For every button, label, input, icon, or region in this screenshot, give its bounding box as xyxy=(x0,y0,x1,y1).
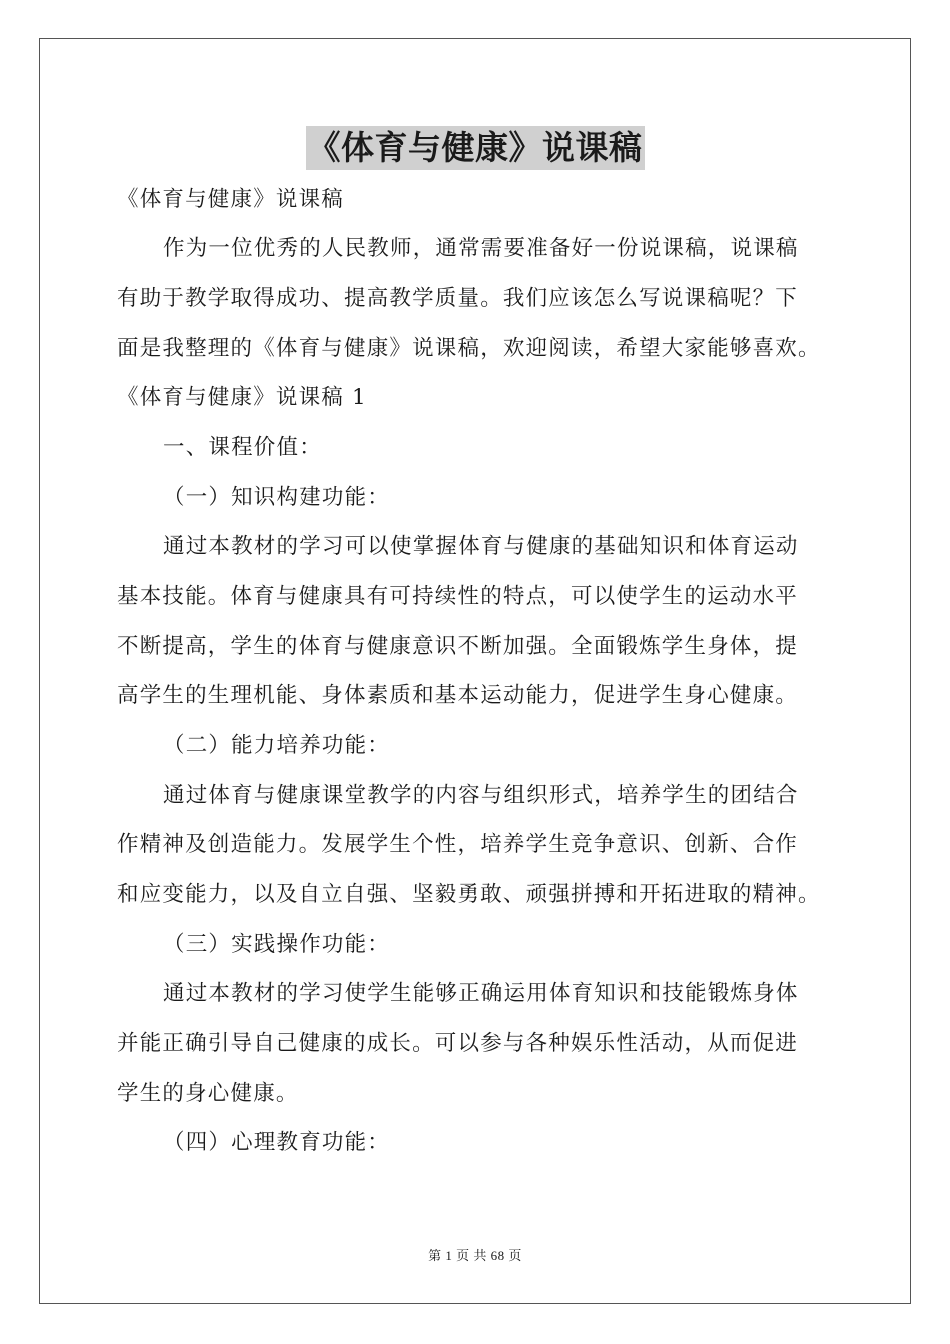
subsection-heading: （三）实践操作功能： xyxy=(163,932,391,957)
paragraph-line: 有助于教学取得成功、提高教学质量。我们应该怎么写说课稿呢？下 xyxy=(117,286,799,311)
subsection-heading: （一）知识构建功能： xyxy=(163,485,391,510)
paragraph-line: 面是我整理的《体育与健康》说课稿，欢迎阅读，希望大家能够喜欢。 xyxy=(117,336,821,361)
section-heading: 《体育与健康》说课稿 1 xyxy=(117,385,367,410)
title-container xyxy=(0,126,950,170)
paragraph-line: 通过体育与健康课堂教学的内容与组织形式，培养学生的团结合 xyxy=(163,783,799,808)
paragraph-line: 通过本教材的学习可以使掌握体育与健康的基础知识和体育运动 xyxy=(163,534,799,559)
subsection-heading: （四）心理教育功能： xyxy=(163,1130,391,1155)
page-footer: 第 1 页 共 68 页 xyxy=(428,1248,522,1263)
paragraph-line: 通过本教材的学习使学生能够正确运用体育知识和技能锻炼身体 xyxy=(163,981,799,1006)
page-border xyxy=(39,38,911,1304)
section-heading: 一、课程价值： xyxy=(163,435,322,460)
subsection-heading: （二）能力培养功能： xyxy=(163,733,391,758)
paragraph-line: 作为一位优秀的人民教师，通常需要准备好一份说课稿，说课稿 xyxy=(163,236,799,261)
paragraph-line: 作精神及创造能力。发展学生个性，培养学生竞争意识、创新、合作 xyxy=(117,832,799,857)
paragraph-line: 学生的身心健康。 xyxy=(117,1081,299,1106)
document-title: 《体育与健康》说课稿 xyxy=(306,126,645,170)
paragraph-line: 并能正确引导自己健康的成长。可以参与各种娱乐性活动，从而促进 xyxy=(117,1031,799,1056)
paragraph-line: 和应变能力，以及自立自强、坚毅勇敢、顽强拼搏和开拓进取的精神。 xyxy=(117,882,821,907)
subtitle-line: 《体育与健康》说课稿 xyxy=(117,187,345,212)
paragraph-line: 高学生的生理机能、身体素质和基本运动能力，促进学生身心健康。 xyxy=(117,683,799,708)
paragraph-line: 基本技能。体育与健康具有可持续性的特点，可以使学生的运动水平 xyxy=(117,584,799,609)
paragraph-line: 不断提高，学生的体育与健康意识不断加强。全面锻炼学生身体，提 xyxy=(117,634,799,659)
